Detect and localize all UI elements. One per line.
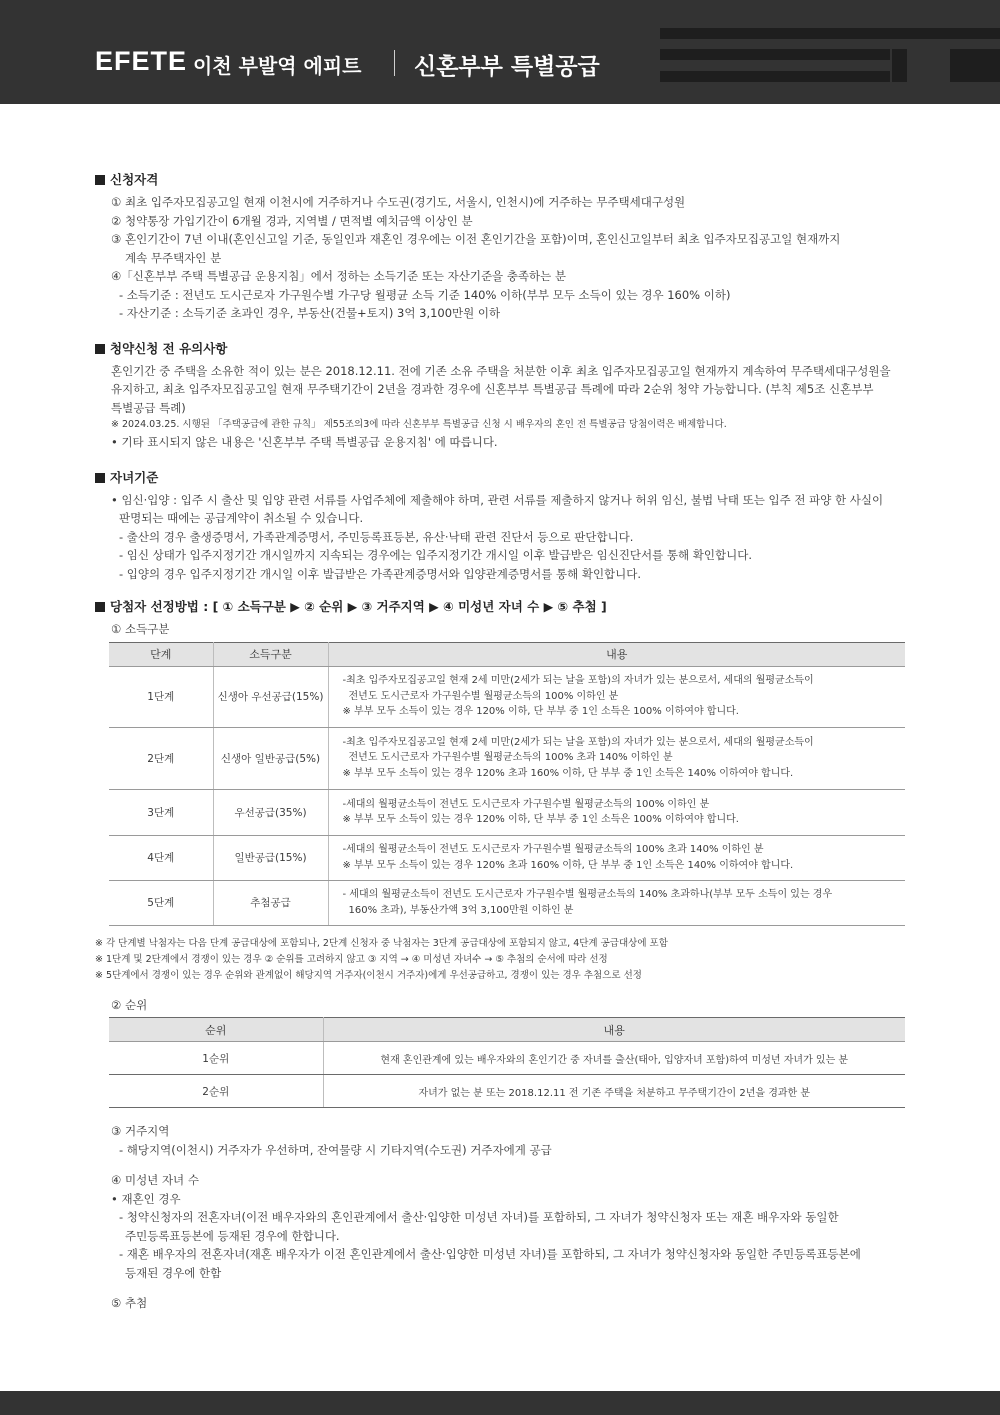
table-row — [109, 880, 905, 925]
content-cell: -최초 입주자모집공고일 현재 2세 미만(2세가 되는 날을 포함)의 자녀가 있는 분으로서, 세대의 월평균소득이 전년도 도시근로자 가구원수별 월평균소득의 100% 이하인 분 ※ 부부 모두 소득이 있는 경우 120% 이하, 단 부부 중 1인 소득은 100% 이하여야 합니다. — [328, 666, 905, 727]
eligibility-item: ③ 혼인기간이 7년 이내(혼인신고일 기준, 동일인과 재혼인 경우에는 이전 혼인기간을 포함)이며, 혼인신고일부터 최초 입주자모집공고일 현재까지 — [111, 232, 841, 246]
rank-cell: 2순위 — [109, 1075, 323, 1108]
eligibility-item: - 자산기준 : 소득기준 초과인 경우, 부동산(건물+토지) 3억 3,100만원 이하 — [119, 306, 501, 320]
caution-line: 혼인기간 중 주택을 소유한 적이 있는 분은 2018.12.11. 전에 기존 소유 주택을 처분한 이후 최초 입주자모집공고일 현재까지 계속하여 무주택세대구성원을 — [111, 363, 891, 378]
income-note: ※ 1단계 및 2단계에서 경쟁이 있는 경우 ② 순위를 고려하지 않고 ③ 지역 → ④ 미성년 자녀수 → ⑤ 추첨의 순서에 따라 선정 — [95, 953, 608, 965]
content-cell: 자녀가 없는 분 또는 2018.12.11 전 기존 주택을 처분하고 무주택기간이 2년을 경과한 분 — [323, 1075, 905, 1108]
content-cell: -최초 입주자모집공고일 현재 2세 미만(2세가 되는 날을 포함)의 자녀가 있는 분으로서, 세대의 월평균소득이 전년도 도시근로자 가구원수별 월평균소득의 100% 초과 140% 이하인 분 ※ 부부 모두 소득이 있는 경우 120% 초과 160% 이하, 단 부부 중 1인 소득은 140% 이하여야 합니다. — [328, 727, 905, 789]
content-cell: -세대의 월평균소득이 전년도 도시근로자 가구원수별 월평균소득의 100% 초과 140% 이하인 분 ※ 부부 모두 소득이 있는 경우 120% 초과 160% 이하, 단 부부 중 1인 소득은 140% 이하여야 합니다. — [328, 835, 905, 880]
table-header: 순위 — [109, 1018, 323, 1042]
stage-cell: 3단계 — [109, 789, 213, 835]
income-note: ※ 각 단계별 낙첨자는 다음 단계 공급대상에 포함되나, 2단계 신청자 중 낙첨자는 3단계 공급대상에 포함되지 않고, 4단계 공급대상에 포함 — [95, 937, 668, 949]
logo-pattern-icon — [660, 0, 1000, 104]
stage-cell: 4단계 — [109, 835, 213, 880]
square-bullet-icon — [95, 175, 105, 185]
type-cell: 신생아 일반공급(5%) — [213, 727, 328, 789]
caution-line: 유지하고, 최초 입주자모집공고일 현재 무주택기간이 2년을 경과한 경우에 신혼부부 특별공급 특례에 따라 2순위 청약 가능합니다. (부칙 제5조 신혼부부 — [111, 382, 874, 396]
children-line: 판명되는 때에는 공급계약이 취소될 수 있습니다. — [119, 511, 364, 525]
square-bullet-icon — [95, 473, 105, 483]
page-title: 신혼부부 특별공급 — [414, 54, 600, 80]
page-header — [0, 0, 1000, 104]
lottery-label: ⑤ 추첨 — [111, 1296, 148, 1310]
eligibility-item: ④「신혼부부 주택 특별공급 운용지침」에서 정하는 소득기준 또는 자산기준을 충족하는 분 — [111, 269, 567, 283]
income-label: ① 소득구분 — [111, 622, 170, 636]
table-header: 소득구분 — [213, 642, 328, 666]
table-header: 내용 — [328, 642, 905, 666]
minor-label: ④ 미성년 자녀 수 — [111, 1173, 199, 1187]
eligibility-item: 계속 무주택자인 분 — [125, 250, 222, 265]
rank-cell: 1순위 — [109, 1042, 323, 1075]
type-cell: 일반공급(15%) — [213, 835, 328, 880]
minor-line: 주민등록표등본에 등재된 경우에 한합니다. — [125, 1228, 340, 1243]
brand-logo: EFETE — [95, 46, 188, 76]
income-note: ※ 5단계에서 경쟁이 있는 경우 순위와 관계없이 해당지역 거주자(이천시 거주자)에게 우선공급하고, 경쟁이 있는 경우 추첨으로 선정 — [95, 969, 642, 981]
minor-bullet: • 재혼인 경우 — [111, 1191, 181, 1206]
table-header: 단계 — [109, 642, 213, 666]
region-line: - 해당지역(이천시) 거주자가 우선하며, 잔여물량 시 기타지역(수도권) 거주자에게 공급 — [119, 1142, 552, 1157]
square-bullet-icon — [95, 344, 105, 354]
content-cell: 현재 혼인관계에 있는 배우자와의 혼인기간 중 자녀를 출산(태아, 입양자녀 포함)하여 미성년 자녀가 있는 분 — [323, 1042, 905, 1075]
rank-label: ② 순위 — [111, 997, 148, 1012]
children-line: • 임신·입양 : 입주 시 출산 및 입양 관련 서류를 사업주체에 제출해야 하며, 관련 서류를 제출하지 않거나 허위 임신, 불법 낙태 또는 입주 전 파양 한 사실이 — [111, 492, 884, 507]
minor-line: 등재된 경우에 한함 — [125, 1265, 222, 1280]
table-row — [109, 666, 905, 727]
stage-cell: 2단계 — [109, 727, 213, 789]
type-cell: 우선공급(35%) — [213, 789, 328, 835]
eligibility-item: ① 최초 입주자모집공고일 현재 이천시에 거주하거나 수도권(경기도, 서울시, 인천시)에 거주하는 무주택세대구성원 — [111, 195, 686, 209]
stage-cell: 1단계 — [109, 666, 213, 727]
minor-line: - 재혼 배우자의 전혼자녀(재혼 배우자가 이전 혼인관계에서 출산·입양한 미성년 자녀)를 포함하되, 그 자녀가 청약신청자와 동일한 주민등록표등본에 — [119, 1247, 861, 1261]
children-line: - 입양의 경우 입주지정기간 개시일 이후 발급받은 가족관계증명서와 입양관계증명서를 통해 확인합니다. — [119, 566, 642, 581]
square-bullet-icon — [95, 602, 105, 612]
table-header: 내용 — [323, 1018, 905, 1042]
caution-line: 특별공급 특례) — [111, 400, 186, 415]
table-row — [109, 727, 905, 789]
children-line: - 출산의 경우 출생증명서, 가족관계증명서, 주민등록표등본, 유산·낙태 관련 진단서 등으로 판단합니다. — [119, 529, 634, 544]
header-divider — [394, 50, 395, 76]
content-cell: -세대의 월평균소득이 전년도 도시근로자 가구원수별 월평균소득의 100% 이하인 분 ※ 부부 모두 소득이 있는 경우 120% 이하, 단 부부 중 1인 소득은 100% 이하여야 합니다. — [328, 789, 905, 835]
table-row — [109, 835, 905, 880]
section-title-caution: 청약신청 전 유의사항 — [95, 339, 905, 358]
content-cell: - 세대의 월평균소득이 전년도 도시근로자 가구원수별 월평균소득의 140% 초과하나(부부 모두 소득이 있는 경우 160% 초과), 부동산가액 3억 3,100만원 이하인 분 — [328, 880, 905, 925]
children-line: - 임신 상태가 입주지정기간 개시일까지 지속되는 경우에는 입주지정기간 개시일 이후 발급받은 임신진단서를 통해 확인합니다. — [119, 548, 752, 562]
page-footer — [0, 1391, 1000, 1415]
stage-cell: 5단계 — [109, 880, 213, 925]
table-row — [109, 1042, 905, 1075]
section-title-children: 자녀기준 — [95, 468, 905, 487]
section-title-eligibility: 신청자격 — [95, 170, 905, 189]
income-table — [109, 642, 905, 926]
region-label: ③ 거주지역 — [111, 1124, 170, 1138]
main-content — [95, 170, 905, 1313]
type-cell: 신생아 우선공급(15%) — [213, 666, 328, 727]
project-title: 이천 부발역 에피트 — [193, 54, 362, 78]
minor-line: - 청약신청자의 전혼자녀(이전 배우자와의 혼인관계에서 출산·입양한 미성년 자녀)를 포함하되, 그 자녀가 청약신청자 또는 재혼 배우자와 동일한 — [119, 1210, 839, 1224]
type-cell: 추첨공급 — [213, 880, 328, 925]
eligibility-item: - 소득기준 : 전년도 도시근로자 가구원수별 가구당 월평균 소득 기준 140% 이하(부부 모두 소득이 있는 경우 160% 이하) — [119, 287, 731, 302]
caution-note: ※ 2024.03.25. 시행된 「주택공급에 관한 규칙」 제55조의3에 따라 신혼부부 특별공급 신청 시 배우자의 혼인 전 특별공급 당첨이력은 배제합니다. — [111, 419, 727, 430]
section-title-selection: 당첨자 선정방법 : [ ① 소득구분 ▶ ② 순위 ▶ ③ 거주지역 ▶ ④ 미성년 자녀 수 ▶ ⑤ 추첨 ] — [95, 597, 905, 616]
eligibility-item: ② 청약통장 가입기간이 6개월 경과, 지역별 / 면적별 예치금액 이상인 분 — [111, 213, 473, 228]
rank-table — [109, 1017, 905, 1108]
table-row — [109, 789, 905, 835]
table-row — [109, 1075, 905, 1108]
caution-bullet: • 기타 표시되지 않은 내용은 '신혼부부 주택 특별공급 운용지침' 에 따릅니다. — [111, 435, 498, 449]
